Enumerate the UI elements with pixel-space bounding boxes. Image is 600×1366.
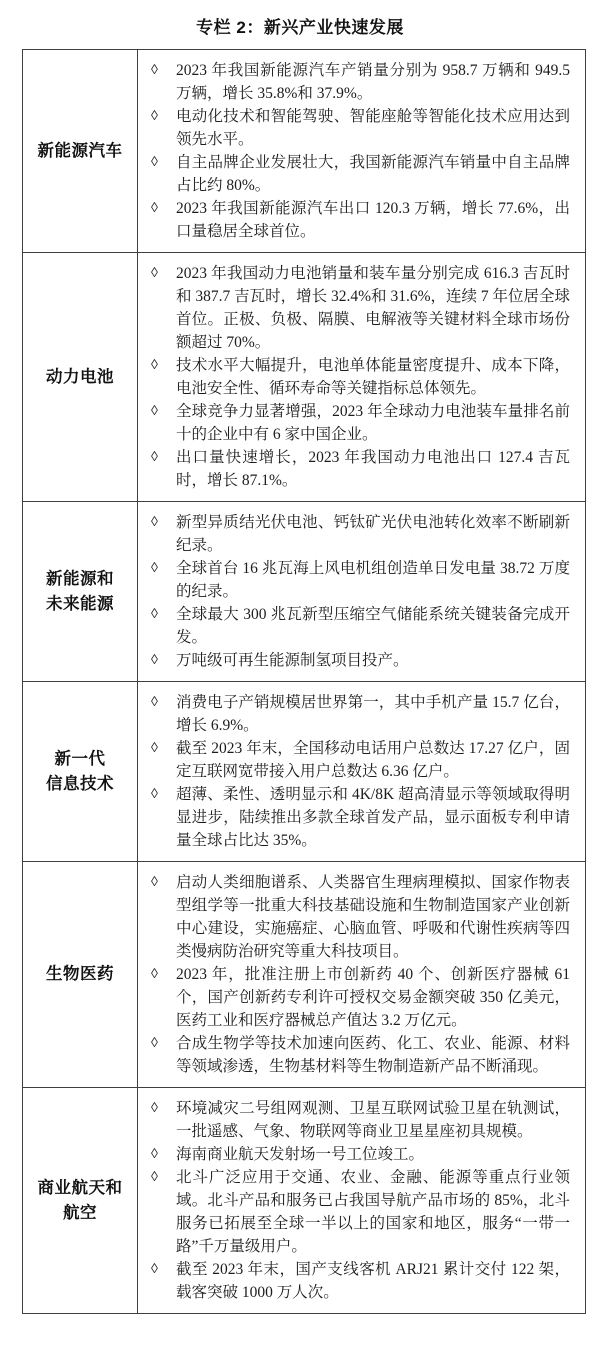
diamond-bullet-icon: ◊	[151, 201, 158, 216]
bullet-item	[138, 871, 570, 963]
bullet-list	[138, 871, 570, 1078]
bullet-list	[138, 262, 570, 492]
diamond-bullet-icon: ◊	[151, 358, 158, 373]
industry-label-line: 航空	[63, 1203, 97, 1222]
bullet-item	[138, 354, 570, 400]
industry-label-line: 新一代	[54, 749, 106, 768]
bullet-item	[138, 1032, 570, 1078]
bullet-text: 自主品牌企业发展壮大，我国新能源汽车销量中自主品牌占比约 80%。	[176, 154, 570, 194]
industry-details-cell	[138, 50, 586, 253]
table-row	[23, 682, 586, 862]
emerging-industries-table	[22, 49, 586, 1314]
diamond-bullet-icon: ◊	[151, 515, 158, 530]
diamond-bullet-icon: ◊	[151, 741, 158, 756]
bullet-text: 海南商业航天发射场一号工位竣工。	[176, 1146, 425, 1163]
bullet-text: 2023 年我国新能源汽车产销量分别为 958.7 万辆和 949.5 万辆，增长 35.8%和 37.9%。	[176, 62, 570, 102]
diamond-bullet-icon: ◊	[151, 155, 158, 170]
bullet-text: 2023 年，批准注册上市创新药 40 个、创新医疗器械 61 个，国产创新药专利许可授权交易金额突破 350 亿美元，医药工业和医疗器械总产值达 3.2 万亿元。	[176, 966, 570, 1029]
bullet-item	[138, 151, 570, 197]
bullet-text: 全球首台 16 兆瓦海上风电机组创造单日发电量 38.72 万度的纪录。	[176, 560, 570, 600]
diamond-bullet-icon: ◊	[151, 450, 158, 465]
industry-details-cell	[138, 1088, 586, 1314]
diamond-bullet-icon: ◊	[151, 404, 158, 419]
industry-label-line: 新能源汽车	[37, 141, 123, 160]
industry-label-line: 信息技术	[46, 774, 114, 793]
bullet-text: 消费电子产销规模居世界第一，其中手机产量 15.7 亿台，增长 6.9%。	[176, 694, 570, 734]
bullet-item	[138, 963, 570, 1032]
bullet-text: 超薄、柔性、透明显示和 4K/8K 超高清显示等领域取得明显进步，陆续推出多款全球首发产品，显示面板专利申请量全球占比达 35%。	[176, 786, 570, 849]
industry-label-line: 未来能源	[46, 594, 114, 613]
table-body	[23, 50, 586, 1314]
bullet-item	[138, 691, 570, 737]
bullet-item	[138, 737, 570, 783]
bullet-text: 合成生物学等技术加速向医药、化工、农业、能源、材料等领域渗透，生物基材料等生物制造新产品不断涌现。	[176, 1035, 570, 1075]
bullet-text: 出口量快速增长，2023 年我国动力电池出口 127.4 吉瓦时，增长 87.1%。	[176, 449, 570, 489]
bullet-text: 截至 2023 年末，全国移动电话用户总数达 17.27 亿户，固定互联网宽带接入用户总数达 6.36 亿户。	[176, 740, 570, 780]
diamond-bullet-icon: ◊	[151, 875, 158, 890]
bullet-list	[138, 691, 570, 852]
bullet-text: 截至 2023 年末，国产支线客机 ARJ21 累计交付 122 架，载客突破 1000 万人次。	[176, 1261, 570, 1301]
diamond-bullet-icon: ◊	[151, 1101, 158, 1116]
page-title: 专栏 2：新兴产业快速发展	[196, 18, 404, 37]
diamond-bullet-icon: ◊	[151, 1170, 158, 1185]
table-row	[23, 50, 586, 253]
bullet-list	[138, 1097, 570, 1304]
bullet-item	[138, 59, 570, 105]
industry-label-line: 新能源和	[46, 569, 114, 588]
industry-details-cell	[138, 502, 586, 682]
bullet-item	[138, 1097, 570, 1143]
bullet-text: 2023 年我国动力电池销量和装车量分别完成 616.3 吉瓦时和 387.7 吉瓦时，增长 32.4%和 31.6%，连续 7 年位居全球首位。正极、负极、隔膜、电解液等关键材料全球市场份额超过 70%。	[176, 265, 570, 351]
diamond-bullet-icon: ◊	[151, 653, 158, 668]
diamond-bullet-icon: ◊	[151, 266, 158, 281]
industry-label-line: 动力电池	[46, 367, 114, 386]
table-row	[23, 253, 586, 502]
bullet-list	[138, 511, 570, 672]
bullet-item	[138, 1143, 570, 1166]
table-row	[23, 862, 586, 1088]
bullet-item	[138, 1258, 570, 1304]
industry-details-cell	[138, 253, 586, 502]
industry-label	[23, 1088, 138, 1314]
industry-label	[23, 253, 138, 502]
industry-label-line: 商业航天和	[37, 1178, 123, 1197]
industry-label-line: 生物医药	[46, 965, 114, 983]
table-row	[23, 502, 586, 682]
diamond-bullet-icon: ◊	[151, 561, 158, 576]
bullet-item	[138, 511, 570, 557]
industry-label	[23, 502, 138, 682]
bullet-text: 全球竞争力显著增强，2023 年全球动力电池装车量排名前十的企业中有 6 家中国企业。	[176, 403, 570, 443]
bullet-text: 新型异质结光伏电池、钙钛矿光伏电池转化效率不断刷新纪录。	[176, 514, 570, 554]
bullet-list	[138, 59, 570, 243]
diamond-bullet-icon: ◊	[151, 967, 158, 982]
bullet-text: 启动人类细胞谱系、人类器官生理病理模拟、国家作物表型组学等一批重大科技基础设施和生物制造国家产业创新中心建设，实施癌症、心脑血管、呼吸和代谢性疾病等四类慢病防治研究等重大科技项目。	[176, 874, 570, 960]
bullet-item	[138, 400, 570, 446]
industry-label	[23, 682, 138, 862]
diamond-bullet-icon: ◊	[151, 1036, 158, 1051]
industry-details-cell	[138, 682, 586, 862]
industry-label	[23, 50, 138, 253]
diamond-bullet-icon: ◊	[151, 787, 158, 802]
bullet-item	[138, 603, 570, 649]
table-row	[23, 1088, 586, 1314]
bullet-text: 技术水平大幅提升，电池单体能量密度提升、成本下降，电池安全性、循环寿命等关键指标总体领先。	[176, 357, 570, 397]
diamond-bullet-icon: ◊	[151, 1262, 158, 1277]
bullet-item	[138, 649, 570, 672]
diamond-bullet-icon: ◊	[151, 1147, 158, 1162]
bullet-text: 万吨级可再生能源制氢项目投产。	[176, 652, 409, 669]
industry-details-cell	[138, 862, 586, 1088]
bullet-item	[138, 1166, 570, 1258]
bullet-text: 环境减灾二号组网观测、卫星互联网试验卫星在轨测试，一批遥感、气象、物联网等商业卫星星座初具规模。	[176, 1100, 570, 1140]
bullet-item	[138, 446, 570, 492]
bullet-text: 全球最大 300 兆瓦新型压缩空气储能系统关键装备完成开发。	[176, 606, 570, 646]
diamond-bullet-icon: ◊	[151, 607, 158, 622]
diamond-bullet-icon: ◊	[151, 695, 158, 710]
diamond-bullet-icon: ◊	[151, 109, 158, 124]
industry-label	[23, 862, 138, 1088]
bullet-item	[138, 262, 570, 354]
bullet-text: 电动化技术和智能驾驶、智能座舱等智能化技术应用达到领先水平。	[176, 108, 570, 148]
bullet-item	[138, 197, 570, 243]
bullet-item	[138, 783, 570, 852]
diamond-bullet-icon: ◊	[151, 63, 158, 78]
bullet-text: 2023 年我国新能源汽车出口 120.3 万辆，增长 77.6%，出口量稳居全球首位。	[176, 200, 570, 240]
bullet-item	[138, 557, 570, 603]
bullet-text: 北斗广泛应用于交通、农业、金融、能源等重点行业领域。北斗产品和服务已占我国导航产品市场的 85%，北斗服务已拓展至全球一半以上的国家和地区，服务“一带一路”千万量级用户。	[176, 1169, 570, 1255]
bullet-item	[138, 105, 570, 151]
